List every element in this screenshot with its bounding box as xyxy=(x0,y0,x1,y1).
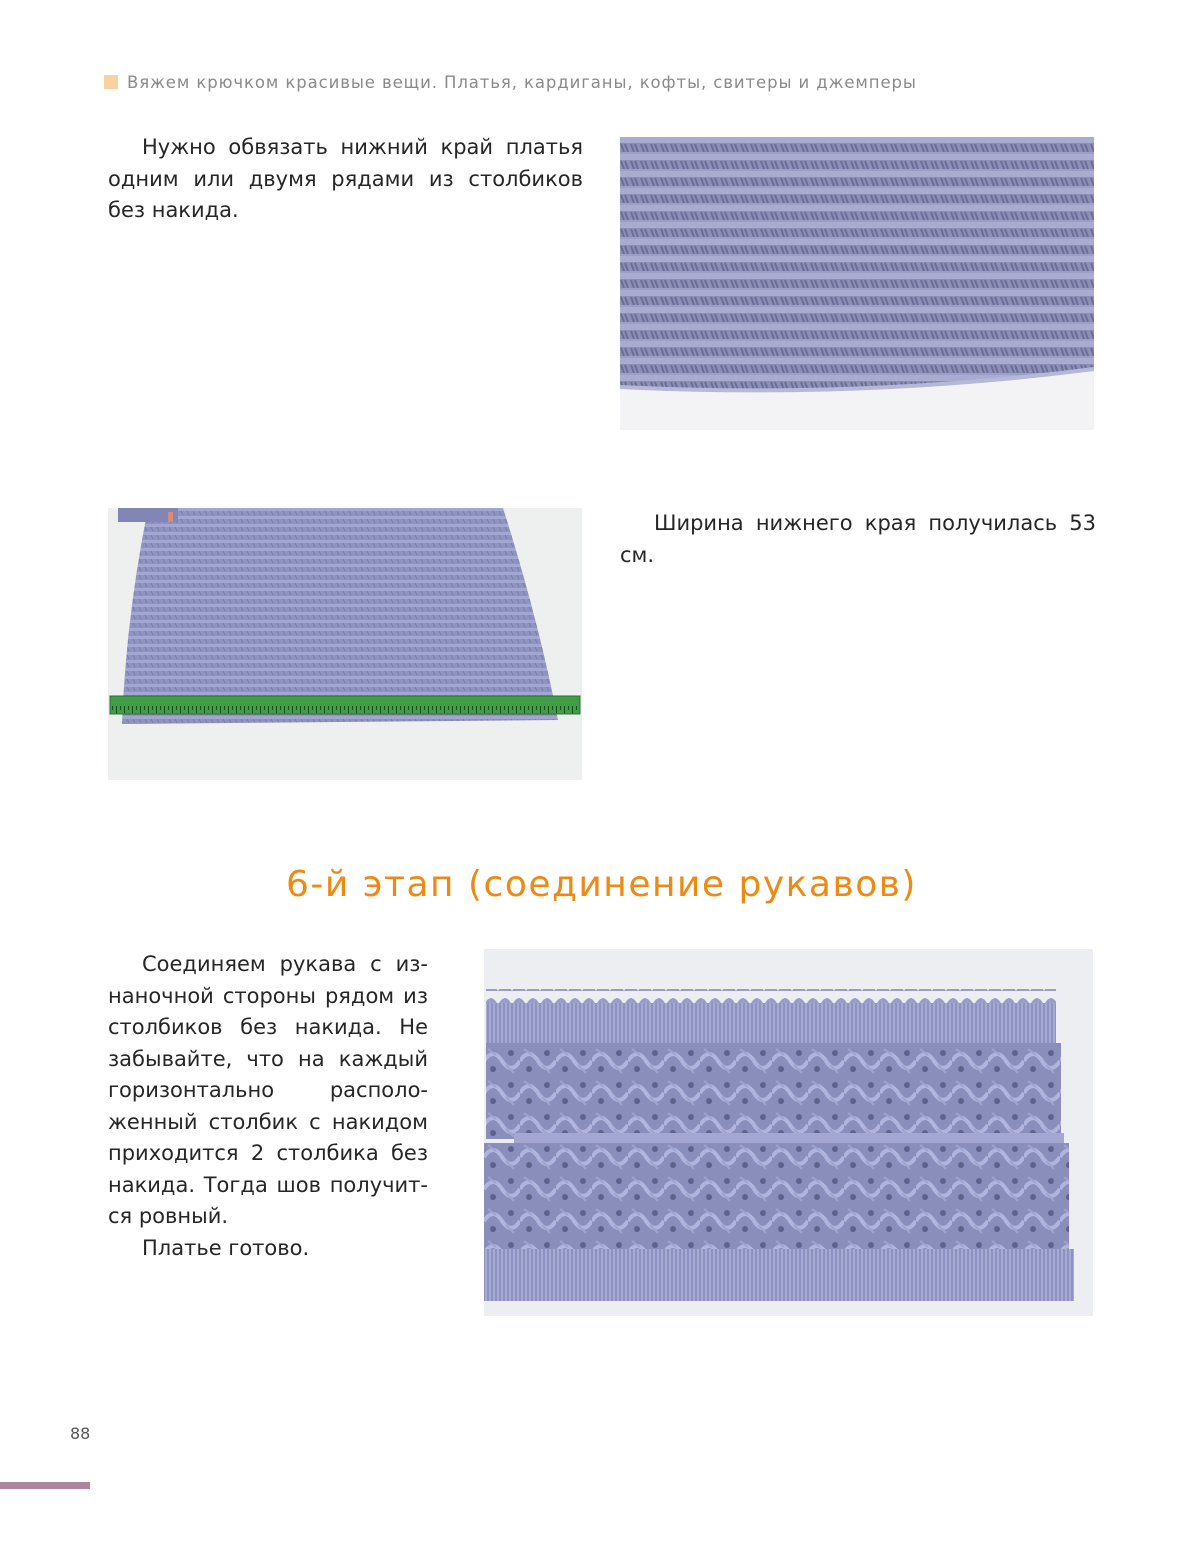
dress-hem-with-tape-image xyxy=(108,508,582,780)
page-number: 88 xyxy=(70,1424,91,1443)
paragraph-text: Платье готово. xyxy=(142,1236,310,1260)
photo-crochet-fabric-closeup xyxy=(620,137,1094,430)
photo-joined-sleeves xyxy=(484,949,1093,1316)
paragraph-text: Соединяем рукава с из-наночной стороны рядом из столбиков без накида. Не забывайте, что на каждый горизонтально располо-женный столбик с накидом приходится 2 столбика без накида. Тогда шов получит-ся ровный. xyxy=(108,952,428,1228)
paragraph-text: Ширина нижнего края получилась 53 см. xyxy=(620,511,1096,567)
running-title: Вяжем крючком красивые вещи. Платья, кардиганы, кофты, свитеры и джемперы xyxy=(127,72,917,92)
crochet-fabric-closeup-image xyxy=(620,137,1094,430)
page-footer-bar xyxy=(0,1482,90,1489)
joined-lace-sleeves-image xyxy=(484,949,1093,1316)
section-title: 6-й этап (соединение рукавов) xyxy=(286,864,917,905)
running-header xyxy=(104,70,917,94)
header-marker-icon xyxy=(104,75,118,89)
paragraph-edge-binding xyxy=(108,132,583,227)
paragraph-sleeve-joining xyxy=(108,949,428,1233)
paragraph-dress-ready xyxy=(108,1233,428,1265)
photo-dress-hem-measured xyxy=(108,508,582,780)
paragraph-hem-width xyxy=(620,508,1096,571)
paragraph-text: Нужно обвязать нижний край платья одним или двумя рядами из столбиков без накида. xyxy=(108,135,583,222)
